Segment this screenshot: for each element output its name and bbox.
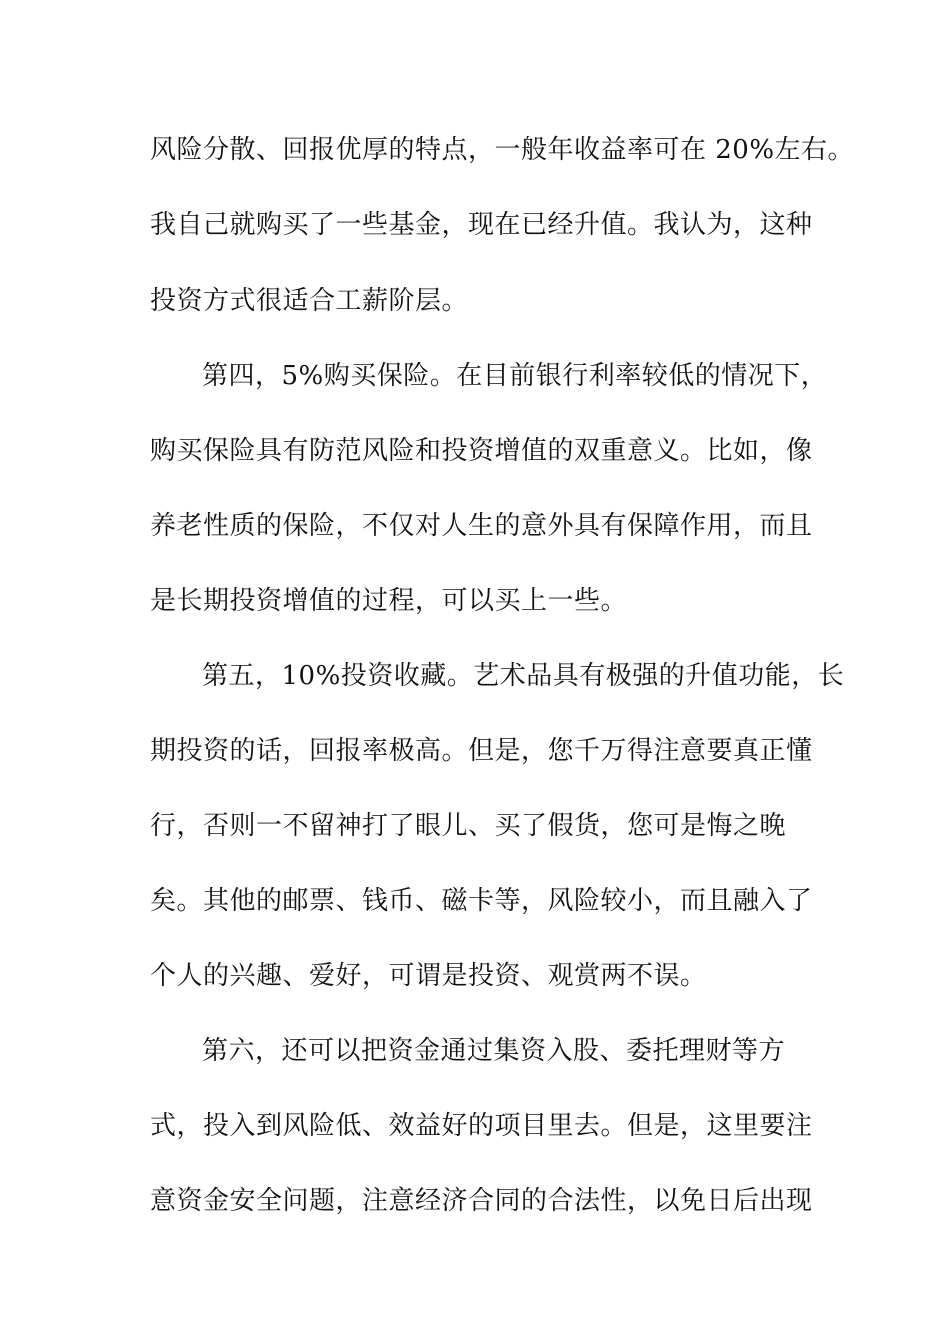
paragraph-line: 是长期投资增值的过程，可以买上一些。: [150, 586, 628, 616]
paragraph-line: 购买保险具有防范风险和投资增值的双重意义。比如，像: [150, 436, 813, 466]
paragraph-line: 养老性质的保险，不仅对人生的意外具有保障作用，而且: [150, 511, 813, 541]
paragraph-line: 行，否则一不留神打了眼儿、买了假货，您可是悔之晚: [150, 811, 787, 841]
paragraph-line: 风险分散、回报优厚的特点，一般年收益率可在 20%左右。: [150, 135, 855, 165]
paragraph-line: 第四，5%购买保险。在目前银行利率较低的情况下，: [202, 361, 828, 391]
paragraph-line: 投资方式很适合工薪阶层。: [150, 286, 469, 316]
paragraph-line: 我自己就购买了一些基金，现在已经升值。我认为，这种: [150, 210, 813, 240]
paragraph-line: 个人的兴趣、爱好，可谓是投资、观赏两不误。: [150, 961, 707, 991]
paragraph-line: 意资金安全问题，注意经济合同的合法性，以免日后出现: [150, 1186, 813, 1216]
paragraph-line: 第五，10%投资收藏。艺术品具有极强的升值功能，长: [202, 661, 845, 691]
paragraph-line: 第六，还可以把资金通过集资入股、委托理财等方: [202, 1036, 786, 1066]
paragraph-line: 矣。其他的邮票、钱币、磁卡等，风险较小，而且融入了: [150, 886, 813, 916]
paragraph-line: 式，投入到风险低、效益好的项目里去。但是，这里要注: [150, 1111, 813, 1141]
paragraph-line: 期投资的话，回报率极高。但是，您千万得注意要真正懂: [150, 736, 813, 766]
